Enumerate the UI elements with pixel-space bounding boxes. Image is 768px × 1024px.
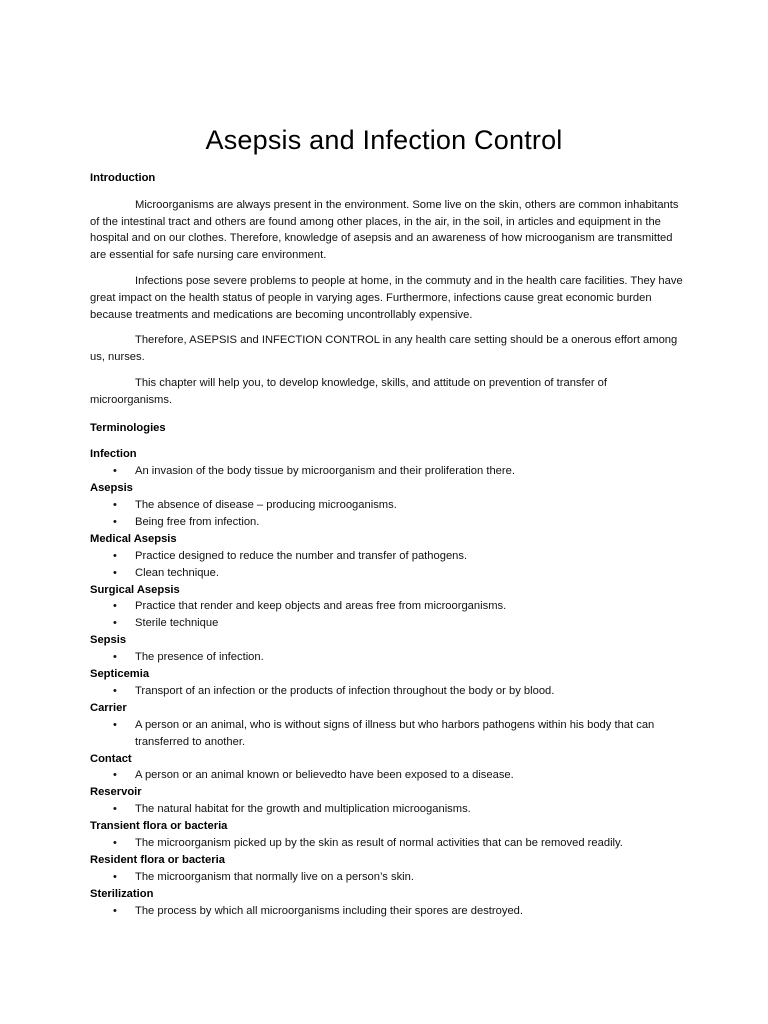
term-title: Infection (90, 448, 137, 461)
term-title: Medical Asepsis (90, 532, 177, 545)
definition-list (90, 835, 688, 852)
intro-paragraph: This chapter will help you, to develop knowledge, skills, and attitude on prevention of transfer of microorganisms. (90, 376, 608, 406)
definition-list (90, 548, 688, 582)
intro-paragraph: Microorganisms are always present in the environment. Some live on the skin, others are common inhabitants of the intestinal tract and others are found among other places, in the air, in the soil, in articles and equipment in the hospital and on our clothes. Therefore, knowledge of asepsis and an awareness of how microoganism are transmitted are essential for safe nursing care environment. (90, 198, 679, 262)
bullet-icon: • (113, 600, 117, 613)
definition-text: The natural habitat for the growth and multiplication microoganisms. (135, 803, 471, 816)
term-title: Asepsis (90, 482, 133, 495)
definition-item (90, 717, 688, 751)
intro-paragraph: Therefore, ASEPSIS and INFECTION CONTROL in any health care setting should be a onerous effort among us, nurses. (90, 334, 678, 364)
term-title: Resident flora or bacteria (90, 853, 225, 866)
document-body (90, 170, 688, 919)
bullet-icon: • (113, 718, 117, 731)
term-title: Transient flora or bacteria (90, 820, 228, 833)
bullet-icon: • (113, 549, 117, 562)
definition-list (90, 801, 688, 818)
definition-item (90, 514, 688, 531)
definition-item (90, 835, 688, 852)
document-title: Asepsis and Infection Control (205, 125, 563, 155)
definition-item (90, 649, 688, 666)
definition-item (90, 869, 688, 886)
definition-text: The absence of disease – producing microoganisms. (135, 498, 397, 511)
bullet-icon: • (113, 617, 117, 630)
bullet-icon: • (113, 769, 117, 782)
definition-text: The microorganism that normally live on a person’s skin. (135, 870, 414, 883)
definition-item (90, 565, 688, 582)
definition-item (90, 598, 688, 615)
definition-text: Practice that render and keep objects and areas free from microorganisms. (135, 600, 507, 613)
bullet-icon: • (113, 836, 117, 849)
definition-text: Clean technique. (135, 566, 219, 579)
terminologies-heading: Terminologies (90, 421, 166, 434)
term-title: Reservoir (90, 786, 142, 799)
definition-text: Being free from infection. (135, 515, 260, 528)
definition-item (90, 548, 688, 565)
term-title: Sterilization (90, 887, 154, 900)
definition-text: A person or an animal known or believedto have been exposed to a disease. (135, 769, 514, 782)
definition-text: The presence of infection. (135, 651, 264, 664)
definition-text: Transport of an infection or the products of infection throughout the body or by blood. (135, 685, 555, 698)
bullet-icon: • (113, 870, 117, 883)
definition-list (90, 683, 688, 700)
definition-item (90, 683, 688, 700)
terminology-list (90, 446, 688, 919)
intro-paragraph: Infections pose severe problems to people at home, in the commuty and in the health care facilities. They have great impact on the health status of people in varying ages. Furthermore, infections cause great economic burden because treatments and medications are becoming uncontrollably expensive. (90, 274, 683, 321)
bullet-icon: • (113, 651, 117, 664)
definition-list (90, 463, 688, 480)
bullet-icon: • (113, 515, 117, 528)
term-title: Carrier (90, 702, 127, 714)
bullet-icon: • (113, 803, 117, 816)
definition-text: The process by which all microorganisms including their spores are destroyed. (135, 904, 524, 917)
term-title: Septicemia (90, 668, 150, 681)
bullet-icon: • (113, 498, 117, 511)
bullet-icon: • (113, 465, 117, 478)
term-title: Surgical Asepsis (90, 583, 180, 596)
bullet-icon: • (113, 904, 117, 917)
bullet-icon: • (113, 566, 117, 579)
definition-list (90, 717, 688, 751)
term-title: Contact (90, 752, 132, 765)
definition-item (90, 463, 688, 480)
definition-text: The microorganism picked up by the skin as result of normal activities that can be removed readily. (135, 836, 623, 849)
definition-list (90, 903, 688, 920)
definition-list (90, 497, 688, 531)
introduction-heading: Introduction (90, 172, 156, 184)
definition-list (90, 649, 688, 666)
definition-text: A person or an animal, who is without signs of illness but who harbors pathogens within his body that can transferred to another. (135, 718, 655, 748)
definition-text: Practice designed to reduce the number and transfer of pathogens. (135, 549, 468, 562)
definition-item (90, 615, 688, 632)
definition-item (90, 801, 688, 818)
definition-text: Sterile technique (135, 617, 219, 630)
definition-list (90, 869, 688, 886)
definition-list (90, 598, 688, 632)
definition-list (90, 767, 688, 784)
definition-item (90, 903, 688, 920)
definition-item (90, 497, 688, 514)
definition-text: An invasion of the body tissue by microorganism and their proliferation there. (135, 465, 515, 478)
definition-item (90, 767, 688, 784)
bullet-icon: • (113, 685, 117, 698)
term-title: Sepsis (90, 634, 127, 647)
